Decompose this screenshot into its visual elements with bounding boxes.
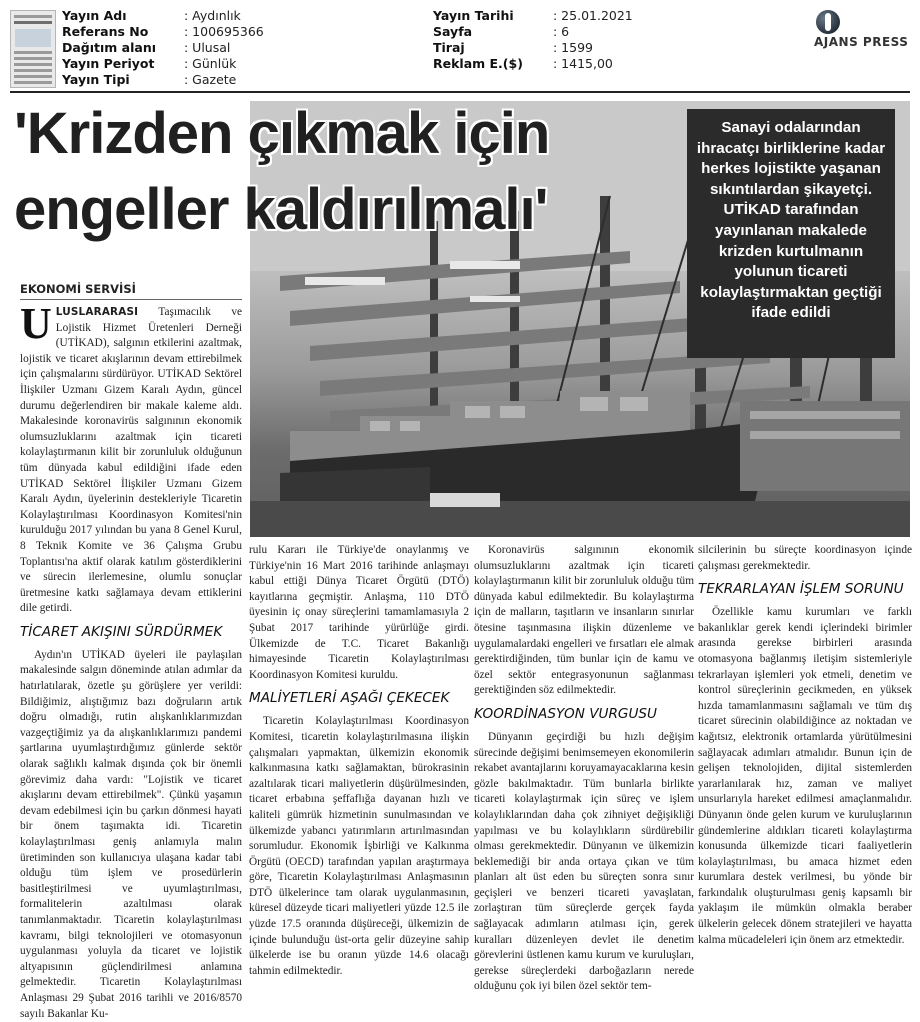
- info-row-reference: Referans No : 100695366: [62, 24, 264, 39]
- info-row-type: Yayın Tipi : Gazete: [62, 72, 237, 87]
- article-column-4: [698, 543, 912, 969]
- article-column-2: [249, 543, 469, 977]
- publication-stats: [433, 8, 633, 72]
- body-paragraph: Dünyanın geçirdiği bu hızlı değişim sürecinde değişimi benimsemeyen ekonomilerin rekabet avantajlarını koruyamayacaklarına kesin gözle bakılmaktadır. Tüm bunlarla birlikte ticareti kolaylaştırmak için süreç ve işlem kolaylıklarından daha çok zihniyet değişikliği yapılması ve bu kolaylıkların sürdürebilir olması gerekmektedir. Dünyanın ve ülkemizin beklemediği bir anda ortaya çıkan ve tüm planları alt üst eden bu süreçten sonra sınır geçişleri ve benzeri ticareti yavaşlatan, zorlaştıran tüm süreçlerde gerçek fayda sağlayacak adımların atılması için, gerek kuralları düzenleyen devlet ile denetim görevlerini üstlenen kamu kurum ve kuruluşları, gerekse süreçlerdeki darboğazların nerede olduğunu çok iyi bilen özel sektör tem-: [474, 730, 694, 993]
- body-paragraph: rulu Kararı ile Türkiye'de onaylanmış ve Türkiye'nin 16 Mart 2016 tarihinde anlaşmayı kabul ettiği Dünya Ticaret Örgütü (DTÖ) kayıtlarına geçmiştir. Anlaşma, 110 DTÖ üyesinin iç onay süreçlerini tamamlamasıyla 2 Şubat 2017 tarihinde yürürlüğe girdi. Ülkemizde de T.C. Ticaret Bakanlığı himayesinde Ticaretin Kolaylaştırılması Koordinasyon Komitesi kuruldu.: [249, 544, 469, 681]
- drop-cap: U: [20, 299, 52, 348]
- headline-line-2: engeller kaldırılmalı': [14, 177, 548, 242]
- info-row-circulation: Tiraj : 1599: [433, 40, 593, 55]
- publication-info: [62, 8, 264, 88]
- article-headline: [14, 96, 694, 248]
- headline-line-1: 'Krizden çıkmak için: [14, 101, 550, 166]
- lead-word: LUSLARARASI: [55, 306, 139, 318]
- intro-text: Taşımacılık ve Lojistik Hizmet Üretenleri Derneği (UTİKAD), salgının etkilerini azaltmak, lojistik ve ticaret akışlarının devam ettirebilmek için çalışmalarını sürdürüyor. UTİKAD Sektörel İlişkiler Uzmanı Gizem Karalı Aydın, güncel durumu değerlendiren bir makale kaleme aldı. Makalesinde koronavirüs salgınının ekonomik olumsuzluklarını azaltmak için ticareti kolaylaştırmanın kilit bir zorunluluk olduğunun tüm dünyada kabul edildiğini ifade eden UTİKAD Sektörel İlişkiler Uzmanı Gizem Karalı Aydın, üyelerinin destekleriyle Ticaretin Kolaylaştırılması Koordinasyon Komitesi'nin kurulduğu 2017 yılından bu yana 8 Genel Kurul, 8 Teknik Komite ve 36 Çalışma Grubu Toplantısı'na aktif olarak katılım gösterdiklerini ve sürecin ilerlemesine, olumlu sonuçlar üretmesine katkı sağlamaya devam ettiklerini dile getirdi.: [20, 306, 242, 615]
- ajans-press-logo: AJANS PRESS: [814, 10, 910, 50]
- section-label: EKONOMİ SERVİSİ: [20, 282, 242, 300]
- info-row-date: Yayın Tarihi : 25.01.2021: [433, 8, 633, 23]
- clipping-thumbnail: [10, 10, 56, 88]
- info-row-period: Yayın Periyot : Günlük: [62, 56, 237, 71]
- summary-box: Sanayi odalarından ihracatçı birliklerine kadar herkes lojistikte yaşanan sıkıntılardan şikayetçi. UTİKAD tarafından yayınlanan makalede krizden kurtulmanın yolunun ticareti kolaylaştırmaktan geçtiği ifade edildi: [687, 109, 895, 358]
- subheading-repeated-process: TEKRARLAYAN İŞLEM SORUNU: [698, 581, 904, 598]
- body-paragraph: Özellikle kamu kurumları ve farklı bakanlıklar gerek kendi içlerindeki birimler arasında gerekse birbirleri arasında otomasyona bağlanmış iletişim sistemleriyle tekrarlayan işlemleri yok etmeli, denetim ve kontrol süreçlerinin gecikmeden, en yüksek hızda tamamlanmasını sağlamalı ve tüm dış ticaret sürecinin olabildiğince az noktadan ve kağıtsız, elektronik ortamlarda yürütülmesini sağlayacak adımları atmalıdır. Bunun için de gelişen teknolojiden, dijital sistemlerden yararlanılarak hız, zaman ve maliyet unsurlarıyla hareket edilmesi amaçlanmalıdır. Dünyanın önde gelen kurum ve kuruluşlarının gündemlerine aldıkları ticareti kolaylaştırma konusunda ülkemizde ticari faaliyetlerin kolaylaştırılması, bu amaca hizmet eden kurumlara destek verilmesi, bu yönde bir farkındalık oluşturulması geniş kapsamlı bir yaklaşım ile mümkün olmakla beraber ülkelerin gelecek dönem stratejileri ve hayatta kalma mücadeleleri için önem arz etmektedir.: [698, 606, 912, 946]
- body-paragraph: silcilerinin bu süreçte koordinasyon içinde çalışması gerekmektedir.: [698, 544, 912, 572]
- subheading-trade-flow: TİCARET AKIŞINI SÜRDÜRMEK: [20, 623, 223, 640]
- info-row-distribution: Dağıtım alanı : Ulusal: [62, 40, 231, 55]
- article-column-3: [474, 543, 694, 993]
- info-row-ad-value: Reklam E.($) : 1415,00: [433, 56, 613, 71]
- info-row-page: Sayfa : 6: [433, 24, 570, 39]
- body-paragraph: Aydın'ın UTİKAD üyeleri ile paylaşılan makalesinde salgın döneminde atılan adımlar da hatırlatılarak, özetle şu görüşlere yer verildi: Bildiğimiz, alıştığımız bazı doğruların artık doğru olmadığı, rutin alışkanlıklarımızdan vazgeçtiğimiz ya da alışkanlıklarımızı pandemi şartlarına uyumlaştırdığımız günlerde sektör olarak sağlıklı kalmak dışında çok bir önemli görevimiz daha vardı: "Lojistik ve ticaret akışlarını devam ettirebilmek". Çünkü yaşamın devam edebilmesi için bu çarkın dönmesi hayati bir önem taşımakta idi. Ticaretin kolaylaştırılması geniş anlamıyla malın üretiminden son kullanıcıya ulaşana kadar tabi olduğu tüm işlem ve prosedürlerin basitleştirilmesi ve uyumlaştırılması, formalitelerin azaltılması olarak tanımlanmaktadır. Ticaretin kolaylaştırılması kavramı, bilgi teknolojileri ve otomasyonun uygulanması yoluyla da ticaret ve lojistik altyapısının güçlendirilmesi anlamına gelmektedir. Ticaretin Kolaylaştırılması Anlaşması 29 Şubat 2016 tarihli ve 2016/8570 sayılı Bakanlar Ku-: [20, 648, 242, 1020]
- body-paragraph: Koronavirüs salgınının ekonomik olumsuzluklarını azaltmak için ticareti kolaylaştırmanın kilit bir zorunluluk olduğu tüm dünyada kabul edilmektedir. Bu kolaylaştırma için de malların, taşıtların ve insanların sınırlar ötesine taşınmasına ilişkin düzenleme ve uygulamalardaki engelleri ve fırsatları ele almak gerektirdiğinden, tüm bunlar için de kamu ve özel sektör entegrasyonunun sağlanması gerektiğinden söz edilmektedir.: [474, 544, 694, 697]
- body-paragraph: Ticaretin Kolaylaştırılması Koordinasyon Komitesi, ticaretin kolaylaştırılmasına ilişkin çalışmaları yapmaktan, ülkemizin ekonomik kalkınmasına katkı sağlamaktan, bürokrasinin azaltılarak ticari maliyetlerin düşürülmesinden, ticaret erbabına şeffaflığa dayanan hızlı ve kaliteli gümrük hizmetinin sunulmasından ve ülkemizde yabancı yatırımların artırılmasından sorumludur. Ekonomik İşbirliği ve Kalkınma Örgütü (OECD) tarafından yapılan araştırmaya göre, Ticaretin Kolaylaştırılması Anlaşmasının DTÖ ülkelerince tam olarak uygulanmasının, küresel düzeyde ticari maliyetleri yüzde 12.5 ile yüzde 17.5 oranında düşüreceği, ülkemizin de içinde bulunduğu üst-orta gelir düzeyine sahip ülkelerde ise bu oranın yüzde 14.6 olacağı tahmin edilmektedir.: [249, 715, 469, 977]
- subheading-coordination: KOORDİNASYON VURGUSU: [474, 705, 657, 722]
- globe-icon: [816, 10, 840, 34]
- intro-paragraph: [20, 299, 242, 617]
- info-row-publication-name: Yayın Adı : Aydınlık: [62, 8, 241, 23]
- article-column-1: [20, 299, 242, 1020]
- header-divider: [10, 91, 910, 93]
- subheading-costs: MALİYETLERİ AŞAĞI ÇEKECEK: [249, 690, 450, 707]
